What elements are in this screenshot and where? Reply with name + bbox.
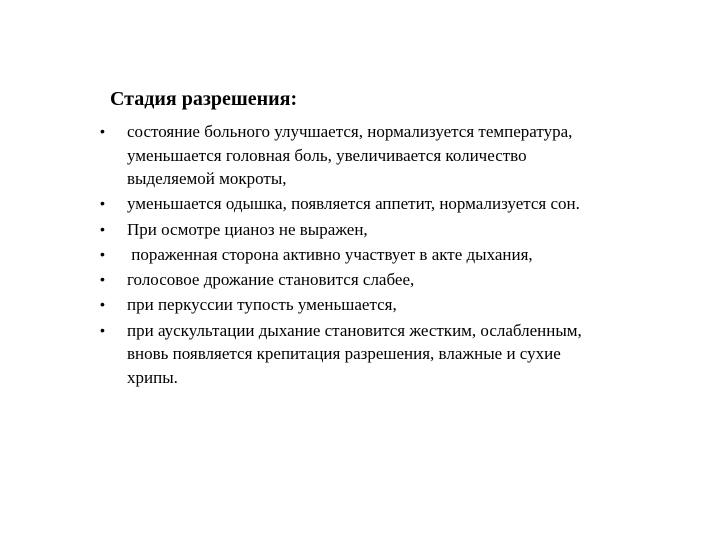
bullet-list [0, 120, 720, 391]
bullet-icon: • [100, 123, 105, 139]
bullet-icon: • [100, 321, 105, 338]
list-item [0, 192, 720, 216]
bullet-icon: • [100, 296, 105, 313]
list-item [0, 268, 720, 292]
bullet-icon: • [100, 245, 105, 262]
list-item [0, 319, 720, 390]
bullet-icon: • [100, 271, 105, 288]
list-item-text: пораженная сторона активно участвует в акте дыхания, [127, 244, 533, 264]
list-item [0, 243, 720, 267]
list-item [0, 218, 720, 242]
list-item-text: При осмотре цианоз не выражен, [127, 219, 368, 239]
bullet-icon: • [100, 195, 105, 212]
list-item-text: уменьшается одышка, появляется аппетит, нормализуется сон. [127, 194, 580, 214]
list-item [0, 120, 720, 191]
list-item-text: состояние больного улучшается, нормализуется температура, уменьшается головная боль, увеличивается количество выделяемой мокроты, [127, 122, 573, 188]
list-item [0, 293, 720, 317]
bullet-icon: • [100, 220, 105, 237]
list-item-text: при перкуссии тупость уменьшается, [127, 295, 397, 315]
list-item-text: голосовое дрожание становится слабее, [127, 270, 415, 290]
slide-title: Стадия разрешения: [110, 88, 298, 110]
list-item-text: при аускультации дыхание становится жестким, ослабленным, вновь появляется крепитация разрешения, влажные и сухие хрипы. [127, 320, 582, 387]
